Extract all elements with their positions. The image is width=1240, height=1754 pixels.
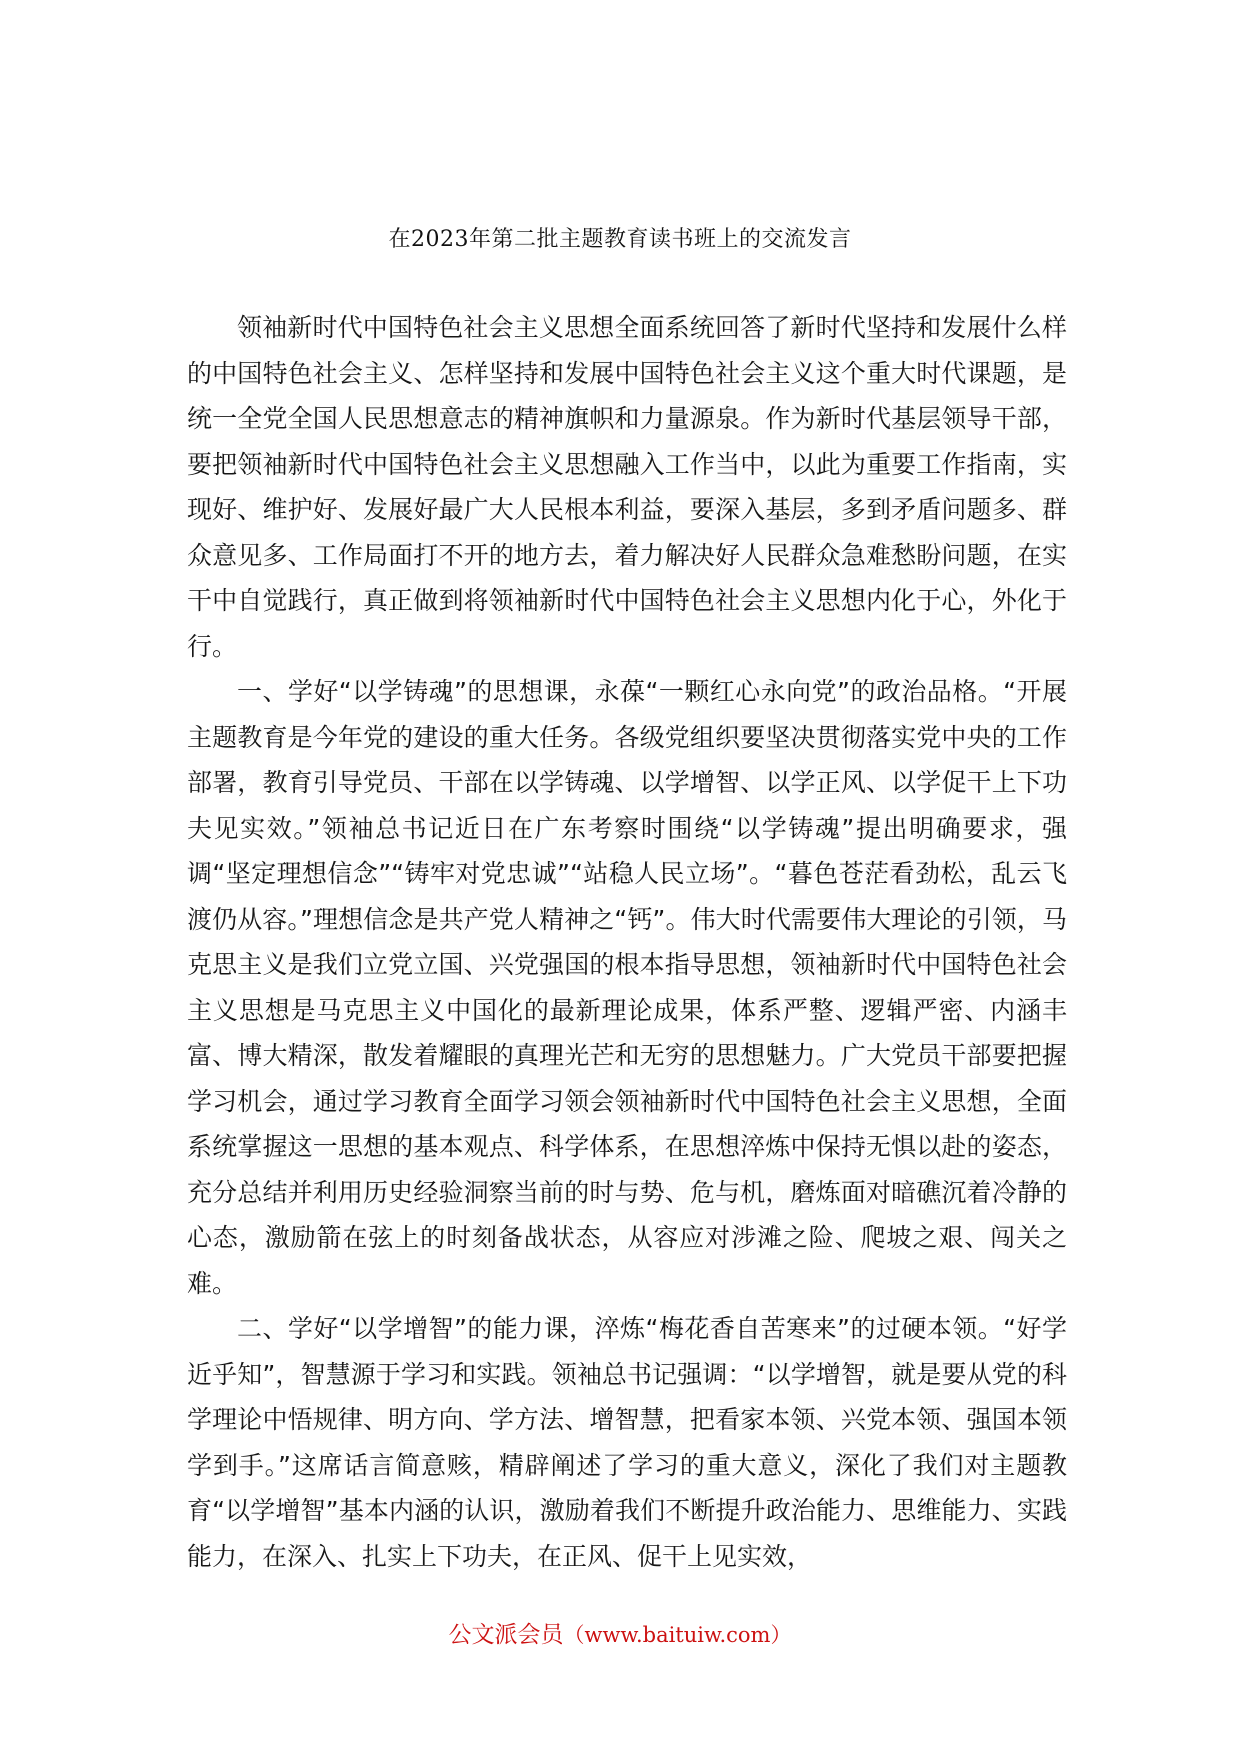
paragraph-section-1: 一、学好“以学铸魂”的思想课，永葆“一颗红心永向党”的政治品格。“开展主题教育是今年党的建设的重大任务。各级党组织要坚决贯彻落实党中央的工作部署，教育引导党员、干部在以学铸魂、以学增智、以学正风、以学促干上下功夫见实效。”领袖总书记近日在广东考察时围绕“以学铸魂”提出明确要求，强调“坚定理想信念”“铸牢对党忠诚”“站稳人民立场”。“暮色苍茫看劲松，乱云飞渡仍从容。”理想信念是共产党人精神之“钙”。伟大时代需要伟大理论的引领，马克思主义是我们立党立国、兴党强国的根本指导思想，领袖新时代中国特色社会主义思想是马克思主义中国化的最新理论成果，体系严整、逻辑严密、内涵丰富、博大精深，散发着耀眼的真理光芒和无穷的思想魅力。广大党员干部要把握学习机会，通过学习教育全面学习领会领袖新时代中国特色社会主义思想，全面系统掌握这一思想的基本观点、科学体系，在思想淬炼中保持无惧以赴的姿态，充分总结并利用历史经验洞察当前的时与势、危与机，磨炼面对暗礁沉着冷静的心态，激励箭在弦上的时刻备战状态，从容应对涉滩之险、爬坡之艰、闯关之难。 <box>187 677 1067 1298</box>
paragraph-intro: 领袖新时代中国特色社会主义思想全面系统回答了新时代坚持和发展什么样的中国特色社会主义、怎样坚持和发展中国特色社会主义这个重大时代课题，是统一全党全国人民思想意志的精神旗帜和力量源泉。作为新时代基层领导干部，要把领袖新时代中国特色社会主义思想融入工作当中，以此为重要工作指南，实现好、维护好、发展好最广大人民根本利益，要深入基层，多到矛盾问题多、群众意见多、工作局面打不开的地方去，着力解决好人民群众急难愁盼问题，在实干中自觉践行，真正做到将领袖新时代中国特色社会主义思想内化于心，外化于行。 <box>187 313 1067 661</box>
footer-brand: 公文派会员 <box>448 1622 564 1648</box>
document-title: 在2023年第二批主题教育读书班上的交流发言 <box>388 227 852 252</box>
document-body <box>187 305 1067 1579</box>
footer-watermark <box>0 1616 1240 1649</box>
paragraph-section-2: 二、学好“以学增智”的能力课，淬炼“梅花香自苦寒来”的过硬本领。“好学近乎知”，智慧源于学习和实践。领袖总书记强调：“以学增智，就是要从党的科学理论中悟规律、明方向、学方法、增智慧，把看家本领、兴党本领、强国本领学到手。”这席话言简意赅，精辟阐述了学习的重大意义，深化了我们对主题教育“以学增智”基本内涵的认识，激励着我们不断提升政治能力、思维能力、实践能力，在深入、扎实上下功夫，在正风、促干上见实效， <box>187 1314 1067 1571</box>
footer-url: （www.baituiw.com） <box>563 1623 792 1647</box>
